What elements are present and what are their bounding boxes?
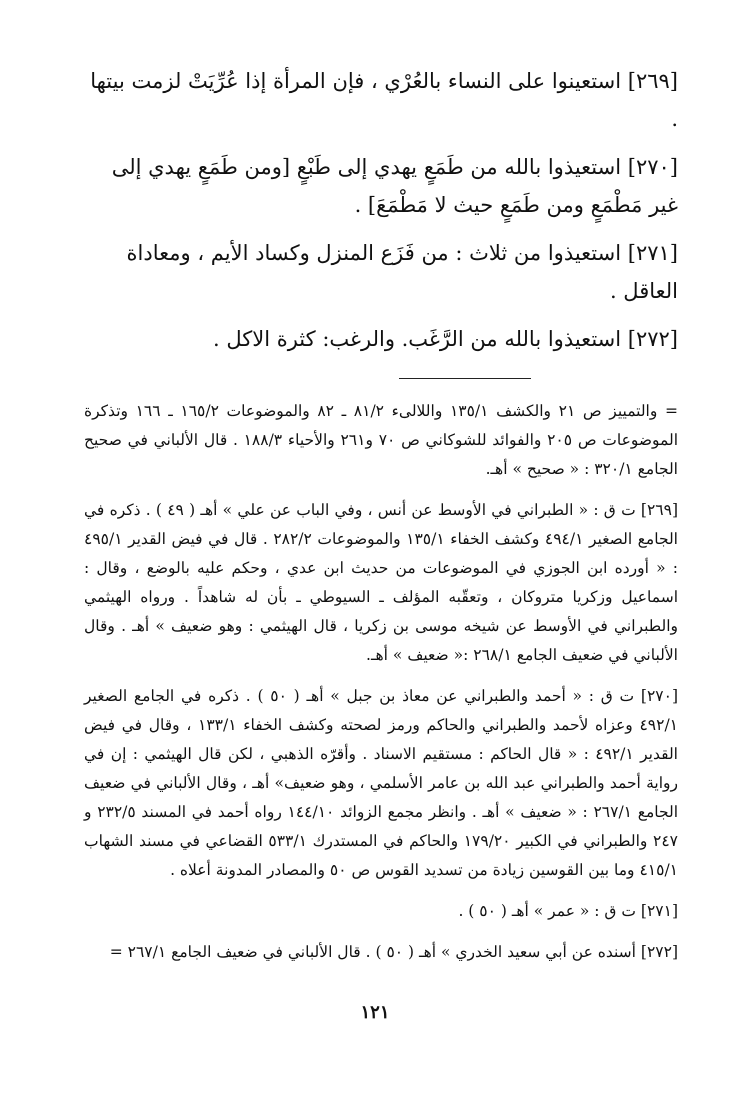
footnote-270: [٢٧٠] ت ق : « أحمد والطبراني عن معاذ بن جبل » أهـ ( ٥٠ ) . ذكره في الجامع الصغير ٤٩٢/١ وعزاه لأحمد والطبراني والحاكم ورمز لصحته وكشف الخفاء ١٣٣/١ ، وقال في فيض القدير ٤٩٢/١ : « قال الحاكم : مستقيم الاسناد . وأقرّه الذهبي ، لكن قال الهيثمي : إن في رواية أحمد والطبراني عبد الله بن عامر الأسلمي ، وهو ضعيف» أهـ ، وقال الألباني في ضعيف الجامع ٢٦٧/١ : « ضعيف » أهـ . وانظر مجمع الزوائد ١٤٤/١٠ رواه أحمد في المسند ٢٣٢/٥ و ٢٤٧ والطبراني في الكبير ١٧٩/٢٠ والحاكم في المستدرك ٥٣٣/١ القضاعي في مسند الشهاب ٤١٥/١ وما بين القوسين زيادة من تسديد القوس ص ٥٠ والمصادر المدونة أعلاه . <box>84 687 678 879</box>
footnote-269: [٢٦٩] ت ق : « الطبراني في الأوسط عن أنس ، وفي الباب عن علي » أهـ ( ٤٩ ) . ذكره في الجامع الصغير ٤٩٤/١ وكشف الخفاء ١٣٥/١ والموضوعات ٢٨٢/٢ . قال في فيض القدير ٤٩٥/١ : « أورده ابن الجوزي في الموضوعات من حديث ابن عدي ، وحكم عليه بالوضع ، وقال : اسماعيل وزكريا متروكان ، وتعقّبه المؤلف ـ السيوطي ـ بأن له شاهداً . ورواه الهيثمي والطبراني في الأوسط عن شيخه موسى بن زكريا ، قال الهيثمي : وهو ضعيف » أهـ . وقال الألباني في ضعيف الجامع ٢٦٨/١ :« ضعيف » أهـ. <box>84 501 678 664</box>
hadith-entry-269: [٢٦٩] استعينوا على النساء بالعُرْي ، فإن المرأة إذا عُرِّيَتْ لزمت بيتها . <box>90 69 678 131</box>
footnote-272: [٢٧٢] أسنده عن أبي سعيد الخدري » أهـ ( ٥٠ ) . قال الألباني في ضعيف الجامع ٢٦٧/١ = <box>109 943 678 961</box>
hadith-entry-270: [٢٧٠] استعيذوا بالله من طَمَعٍ يهدي إلى طَبْعٍ [ومن طَمَعٍ يهدي إلى غير مَطْمَعٍ ومن طَمَعٍ حيث لا مَطْمَعَ] . <box>111 155 678 217</box>
footnote-271: [٢٧١] ت ق : « عمر » أهـ ( ٥٠ ) . <box>458 902 678 920</box>
footnote-divider <box>84 378 678 379</box>
page-number: ١٢١ <box>360 1002 390 1023</box>
hadith-entry-272: [٢٧٢] استعيذوا بالله من الرَّغَب. والرغب: كثرة الاكل . <box>212 327 678 351</box>
footnote-continuation: = والتمييز ص ٢١ والكشف ١٣٥/١ واللالىء ٨١/٢ ـ ٨٢ والموضوعات ١٦٥/٢ ـ ١٦٦ وتذكرة الموضوعات ص ٢٠٥ والفوائد للشوكاني ص ٧٠ و٢٦١ والأحياء ١٨٨/٣ . قال الألباني في صحيح الجامع ٣٢٠/١ : « صحيح » أهـ. <box>84 402 679 478</box>
hadith-entry-271: [٢٧١] استعيذوا من ثلاث : من فَزَع المنزل وكساد الأيم ، ومعاداة العاقل . <box>126 241 678 303</box>
